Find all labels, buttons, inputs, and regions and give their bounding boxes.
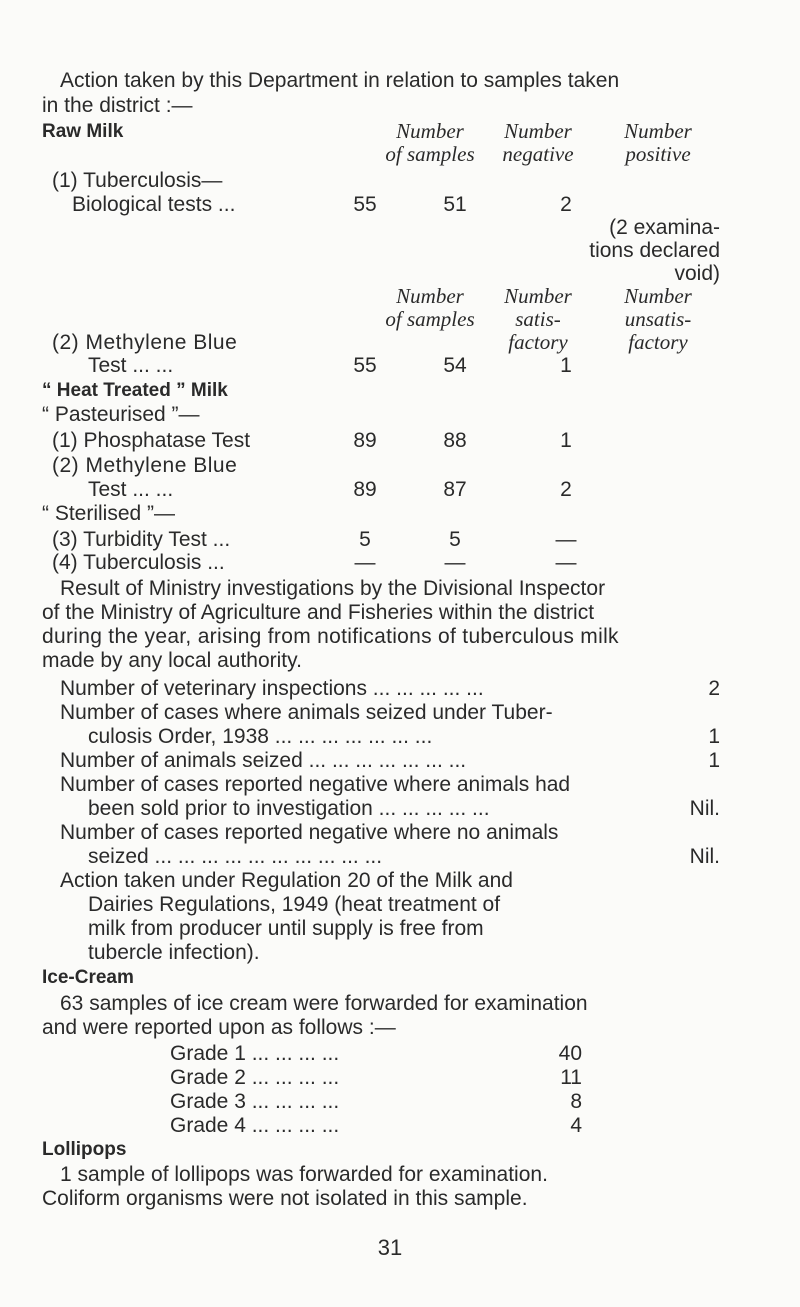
phosphatase-a: 89: [353, 429, 377, 452]
grade-1-value: 40: [558, 1042, 582, 1065]
header-negative-2: negative: [502, 142, 574, 166]
tb-label-2: Biological tests ...: [72, 193, 236, 216]
tb-note-2: tions declared: [589, 239, 720, 262]
header2-unsatisfactory-2: unsatis-: [624, 307, 692, 331]
grade-4-value: 4: [570, 1114, 582, 1137]
ice-cream-line-1: 63 samples of ice cream were forwarded for examination: [60, 992, 588, 1015]
header2-satisfactory-3: factory: [508, 330, 568, 354]
header-positive-2: positive: [625, 142, 691, 166]
ministry-para-2: of the Ministry of Agriculture and Fisheries within the district: [42, 601, 595, 624]
turbidity-a: 5: [359, 528, 371, 551]
action-line-2: Dairies Regulations, 1949 (heat treatment of: [88, 893, 501, 916]
phosphatase-label: (1) Phosphatase Test: [52, 429, 251, 452]
ministry-para-1: Result of Ministry investigations by the Divisional Inspector: [60, 577, 606, 600]
item-1-value: 2: [708, 677, 720, 700]
header-negative: Number: [504, 119, 572, 143]
item-3-value: 1: [708, 749, 720, 772]
ice-cream-heading: Ice-Cream: [42, 967, 134, 988]
mb-unsatisfactory: 1: [560, 354, 572, 377]
tb-negative: 51: [443, 193, 467, 216]
grade-2-label: Grade 2 ... ... ... ...: [170, 1066, 340, 1089]
tuberculosis-a: —: [354, 551, 376, 574]
lollipops-line-2: Coliform organisms were not isolated in this sample.: [42, 1187, 528, 1210]
turbidity-b: 5: [449, 528, 461, 551]
heat-treated-heading: “ Heat Treated ” Milk: [42, 380, 228, 401]
tb-positive: 2: [560, 193, 572, 216]
mb-label-2: Test ... ...: [88, 354, 174, 377]
page-number: 31: [377, 1235, 403, 1260]
grade-2-value: 11: [560, 1066, 582, 1089]
header-samples-2: of samples: [385, 142, 475, 166]
item-5-value: Nil.: [689, 845, 720, 868]
item-5-line-1: Number of cases reported negative where no animals: [60, 821, 559, 844]
turbidity-c: —: [555, 528, 577, 551]
pasteurised-heading: “ Pasteurised ”—: [42, 403, 200, 426]
header2-unsatisfactory: Number: [624, 284, 692, 308]
header2-satisfactory: Number: [504, 284, 572, 308]
tb-note-3: void): [674, 262, 720, 285]
tb-note-1: (2 examina-: [609, 216, 720, 239]
tuberculosis-b: —: [444, 551, 466, 574]
item-4-line-2: been sold prior to investigation ... ... ... ... ...: [88, 797, 490, 820]
ht-mb-a: 89: [353, 478, 377, 501]
sterilised-heading: “ Sterilised ”—: [42, 502, 176, 525]
phosphatase-c: 1: [560, 429, 572, 452]
ht-mb-b: 87: [443, 478, 467, 501]
grade-3-value: 8: [570, 1090, 582, 1113]
lollipops-line-1: 1 sample of lollipops was forwarded for examination.: [60, 1163, 548, 1186]
lollipops-heading: Lollipops: [42, 1139, 127, 1160]
action-line-3: milk from producer until supply is free from: [88, 917, 484, 940]
tuberculosis-c: —: [555, 551, 577, 574]
header2-samples: Number: [396, 284, 464, 308]
ht-mb-c: 2: [560, 478, 572, 501]
header2-satisfactory-2: satis-: [515, 307, 561, 331]
item-4-line-1: Number of cases reported negative where animals had: [60, 773, 571, 796]
ice-cream-line-2: and were reported upon as follows :—: [42, 1016, 396, 1039]
tb-samples: 55: [353, 193, 377, 216]
mb-satisfactory: 54: [443, 354, 467, 377]
ministry-para-4: made by any local authority.: [42, 649, 302, 672]
phosphatase-b: 88: [443, 429, 467, 452]
header2-unsatisfactory-3: factory: [628, 330, 688, 354]
item-5-line-2: seized ... ... ... ... ... ... ... ... ... ...: [88, 845, 383, 868]
header-samples: Number: [396, 119, 464, 143]
item-4-value: Nil.: [689, 797, 720, 820]
item-2-line-2: culosis Order, 1938 ... ... ... ... ... ... ...: [88, 725, 433, 748]
turbidity-label: (3) Turbidity Test ...: [52, 528, 231, 551]
item-3-line-1: Number of animals seized ... ... ... ... ... ... ...: [60, 749, 467, 772]
raw-milk-heading: Raw Milk: [42, 121, 124, 142]
ht-mb-label-1: (2) Methylene Blue: [52, 454, 238, 477]
action-line-4: tubercle infection).: [88, 941, 260, 964]
item-2-line-1: Number of cases where animals seized under Tuber-: [60, 701, 553, 724]
ht-mb-label-2: Test ... ...: [88, 478, 174, 501]
grade-4-label: Grade 4 ... ... ... ...: [170, 1114, 340, 1137]
item-1-line-1: Number of veterinary inspections ... ... ... ... ...: [60, 677, 484, 700]
grade-3-label: Grade 3 ... ... ... ...: [170, 1090, 340, 1113]
intro-line-2: in the district :—: [42, 94, 193, 117]
tuberculosis-label: (4) Tuberculosis ...: [52, 551, 225, 574]
ministry-para-3: during the year, arising from notifications of tuberculous milk: [42, 625, 619, 648]
action-line-1: Action taken under Regulation 20 of the Milk and: [60, 869, 513, 892]
item-2-value: 1: [708, 725, 720, 748]
intro-line-1: Action taken by this Department in relation to samples taken: [60, 69, 620, 92]
mb-label-1: (2) Methylene Blue: [52, 331, 238, 354]
header-positive: Number: [624, 119, 692, 143]
header2-samples-2: of samples: [385, 307, 475, 331]
tb-label-1: (1) Tuberculosis—: [52, 169, 223, 192]
mb-samples: 55: [353, 354, 377, 377]
grade-1-label: Grade 1 ... ... ... ...: [170, 1042, 340, 1065]
